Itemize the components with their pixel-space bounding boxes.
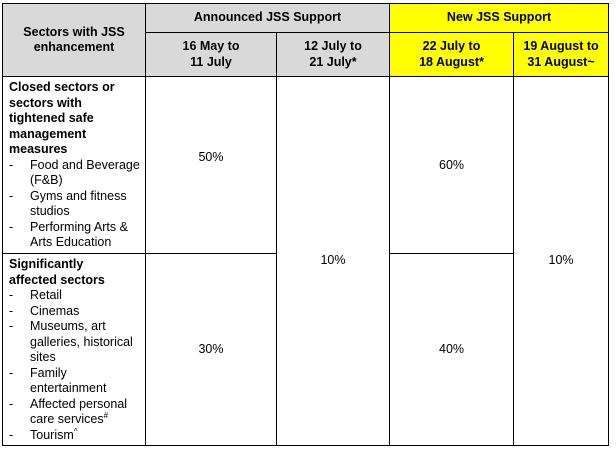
list-item-text: Affected personal care services [30, 396, 128, 426]
list-marker: - [9, 365, 14, 380]
list-marker: - [9, 396, 14, 411]
list-item [9, 158, 141, 189]
jss-support-table [2, 3, 609, 446]
period-3-line2: 18 August [419, 54, 480, 69]
sector-list [9, 288, 141, 443]
period-header-1 [146, 33, 277, 77]
list-item-text: Gyms and fitness studios [30, 188, 127, 218]
list-item-text: Museums, art galleries, historical sites [30, 319, 133, 364]
list-item [9, 304, 141, 320]
period-3-suffix: * [479, 54, 484, 69]
list-marker: - [9, 319, 14, 333]
new-group-header [390, 4, 609, 33]
period-4-line1: 19 August to [523, 39, 599, 53]
merged-period-4-value [514, 77, 609, 446]
list-item-text: Cinemas [30, 303, 80, 318]
list-marker: - [9, 303, 14, 318]
percent-value: 10% [320, 253, 346, 268]
percent-value: 10% [548, 253, 574, 268]
period-header-3 [390, 33, 514, 77]
sector-list [9, 158, 141, 251]
closed-period-1-value [146, 77, 277, 254]
period-header-2 [277, 33, 390, 77]
list-marker: - [9, 427, 14, 442]
list-item-sup: # [103, 410, 109, 420]
list-item-text: Performing Arts & Arts Education [30, 219, 128, 249]
period-2-suffix: * [351, 54, 357, 69]
list-item-text: Family entertainment [30, 365, 107, 395]
sector-cell-affected [3, 254, 146, 446]
list-item [9, 428, 141, 444]
affected-period-3-value [390, 254, 514, 446]
sectors-header-cell [3, 4, 146, 77]
period-header-4 [514, 33, 609, 77]
list-marker: - [9, 157, 14, 172]
list-item [9, 366, 141, 397]
announced-group-label: Announced JSS Support [193, 10, 342, 25]
list-marker: - [9, 188, 14, 203]
list-item [9, 189, 141, 220]
list-item-text: Food and Beverage (F&B) [30, 157, 140, 187]
sectors-header-label: Sectors with JSS enhancement [23, 24, 125, 54]
header-row-groups [3, 4, 609, 33]
list-marker: - [9, 288, 14, 302]
sector-title: Significantly affected sectors [9, 257, 105, 287]
list-item [9, 220, 141, 251]
sector-title: Closed sectors or sectors with tightened safe management measures [9, 80, 115, 156]
affected-period-1-value [146, 254, 277, 446]
announced-group-header [146, 4, 390, 33]
list-item-sup: ^ [73, 426, 78, 436]
percent-value: 30% [198, 341, 224, 356]
percent-value: 40% [439, 341, 465, 356]
period-1-line1: 16 May to [182, 39, 240, 53]
period-2-line1: 12 July to [304, 39, 362, 53]
sector-row-closed [3, 77, 609, 254]
list-item-text: Retail [30, 288, 62, 302]
list-item [9, 319, 141, 366]
list-item-text: Tourism [30, 427, 74, 442]
percent-value: 60% [439, 158, 465, 172]
sector-cell-closed [3, 77, 146, 254]
list-item [9, 288, 141, 304]
period-4-suffix: ~ [587, 54, 595, 69]
closed-period-3-value [390, 77, 514, 254]
new-group-label: New JSS Support [446, 10, 552, 25]
period-3-line1: 22 July to [422, 39, 481, 53]
period-4-line2: 31 August [527, 54, 588, 69]
period-1-line2: 11 July [190, 54, 232, 69]
list-item [9, 397, 141, 428]
period-2-line2: 21 July [309, 54, 352, 69]
merged-period-2-value [277, 77, 390, 446]
percent-value: 50% [198, 150, 224, 164]
list-marker: - [9, 219, 14, 234]
